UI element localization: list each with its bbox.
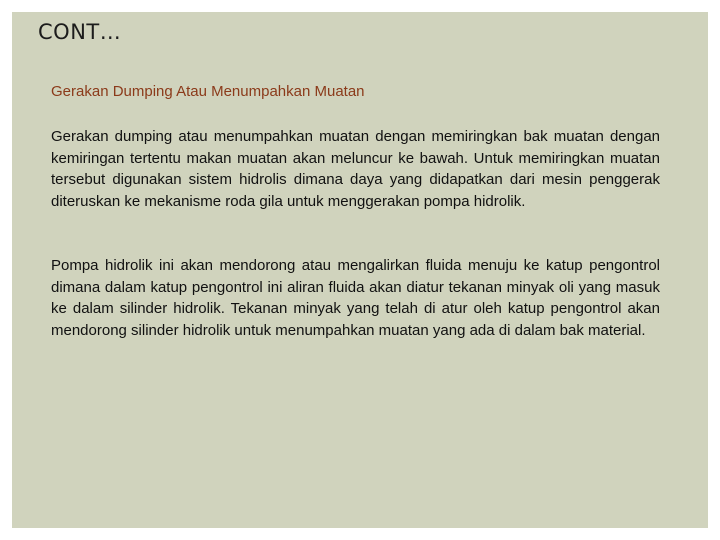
- slide-title: CONT…: [38, 20, 122, 44]
- section-subtitle: Gerakan Dumping Atau Menumpahkan Muatan: [51, 83, 365, 100]
- body-paragraph-1: Gerakan dumping atau menumpahkan muatan dengan memiringkan bak muatan dengan kemiringan tertentu makan muatan akan meluncur ke bawah. Untuk memiringkan muatan tersebut digunakan sistem hidrolis dimana daya yang didapatkan dari mesin penggerak diteruskan ke mekanisme roda gila untuk menggerakan pompa hidrolik.: [51, 128, 660, 210]
- body-paragraph-2: Pompa hidrolik ini akan mendorong atau mengalirkan fluida menuju ke katup pengontrol dimana dalam katup pengontrol ini aliran fluida akan diatur tekanan minyak oli yang masuk ke dalam silinder hidrolik. Tekanan minyak yang telah di atur oleh katup pengontrol akan mendorong silinder hidrolik untuk menumpahkan muatan yang ada di dalam bak material.: [51, 257, 660, 339]
